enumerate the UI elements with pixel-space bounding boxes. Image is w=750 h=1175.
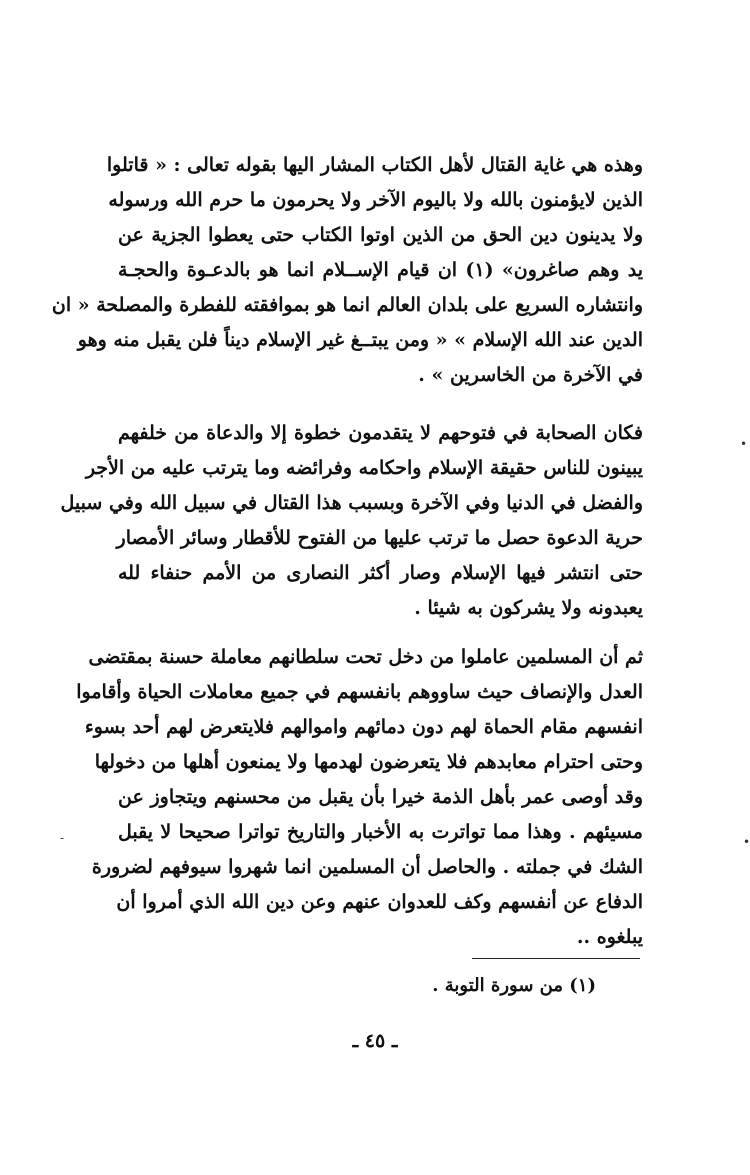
- text-line: ولا يدينون دين الحق من الذين اوتوا الكتاب حتى يعطوا الجزية عن: [118, 224, 643, 246]
- scan-speck-mark: -: [60, 831, 65, 845]
- text-line: فكان الصحابة في فتوحهم لا يتقدمون خطوة إلا والدعاة من خلفهم: [118, 422, 643, 444]
- text-line: وحتى احترام معابدهم فلا يتعرضون لهدمها ولا يمنعون أهلها من دخولها: [94, 751, 643, 773]
- text-line: يعبدونه ولا يشركون به شيئا .: [414, 597, 643, 619]
- text-line: الشك في جملته . والحاصل أن المسلمين انما شهروا سيوفهم لضرورة: [91, 856, 643, 878]
- text-line: الذين لايؤمنون بالله ولا باليوم الآخر ولا يحرمون ما حرم الله ورسوله: [108, 189, 643, 211]
- paragraph-1: [51, 148, 644, 393]
- footnote-separator: [472, 958, 640, 959]
- paragraph-2: [60, 416, 643, 626]
- text-line: في الآخرة من الخاسرين » .: [418, 364, 643, 386]
- text-line: والفضل في الدنيا وفي الآخرة وبسبب هذا القتال في سبيل الله وفي سبيل: [60, 492, 643, 514]
- text-line: يبلغوه ..: [576, 926, 643, 948]
- text-line: الدفاع عن أنفسهم وكف للعدوان عنهم وعن دين الله الذي أمروا أن: [116, 891, 643, 913]
- text-line: انفسهم مقام الحماة لهم دون دمائهم واموالهم فلايتعرض لهم أحد بسوء: [84, 716, 643, 738]
- text-line: وقد أوصى عمر بأهل الذمة خيرا بأن يقبل من محسنهم ويتجاوز عن: [118, 786, 643, 808]
- scan-speck-mark: •: [743, 835, 750, 849]
- text-line: يد وهم صاغرون» (١) ان قيام الإســلام انما هو بالدعـوة والحجـة: [118, 259, 644, 281]
- text-line: مسيئهم . وهذا مما تواترت به الأخبار والتاريخ تواترا صحيحا لا يقبل: [118, 821, 643, 843]
- text-line: الدين عند الله الإسلام » « ومن يبتــغ غير الإسلام ديناً فلن يقبل منه وهو: [77, 329, 643, 351]
- text-line: حرية الدعوة حصل ما ترتب عليها من الفتوح للأقطار وسائر الأمصار: [116, 527, 643, 549]
- text-line: العدل والإنصاف حيث ساووهم بانفسهم في جميع معاملات الحياة وأقاموا: [76, 681, 643, 703]
- scan-speck-mark: •: [740, 437, 748, 451]
- page-number: ـ ٤٥ ـ: [352, 1030, 398, 1052]
- text-line: وهذه هي غاية القتال لأهل الكتاب المشار اليها بقوله تعالى : « قاتلوا: [106, 154, 643, 176]
- text-line: ثم أن المسلمين عاملوا من دخل تحت سلطانهم معاملة حسنة بمقتضى: [88, 646, 643, 668]
- footnote: (١) من سورة التوبة .: [432, 975, 596, 996]
- text-line: وانتشاره السريع على بلدان العالم انما هو بموافقته للفطرة والمصلحة « ان: [51, 294, 643, 316]
- paragraph-3: [76, 640, 643, 955]
- text-line: يبينون للناس حقيقة الإسلام واحكامه وفرائضه وما يترتب عليه من الأجر: [85, 457, 643, 479]
- text-line: حتى انتشر فيها الإسلام وصار أكثر النصارى من الأمم حنفاء لله: [118, 562, 643, 584]
